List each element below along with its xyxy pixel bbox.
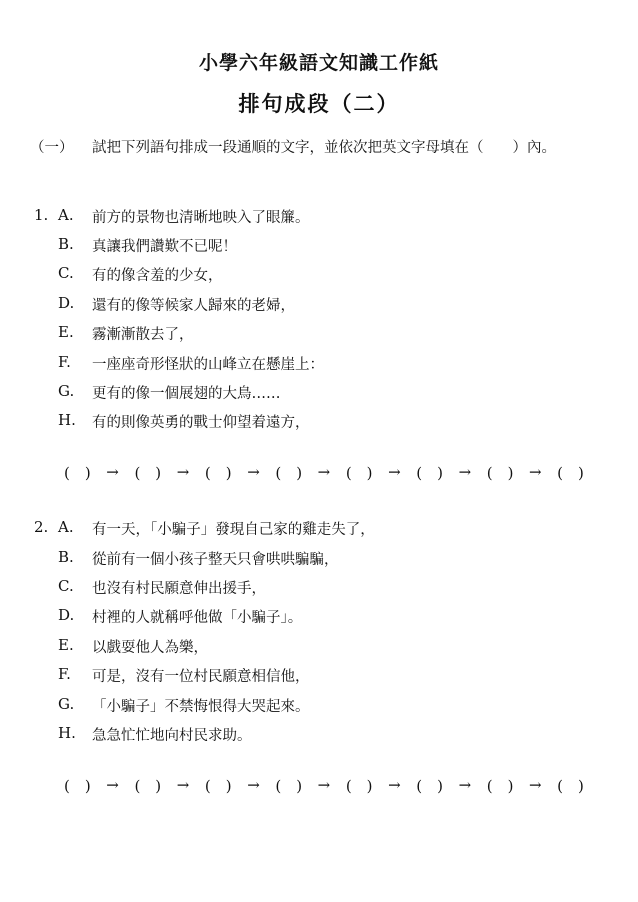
- arrow-icon: →: [388, 463, 401, 481]
- answer-blank[interactable]: ( ): [486, 463, 514, 482]
- q2-answer-row: [64, 773, 584, 797]
- answer-blank[interactable]: ( ): [345, 463, 373, 482]
- worksheet-title: 小學六年級語文知識工作紙: [198, 52, 439, 74]
- q1-item-letter: E.: [58, 323, 74, 341]
- q1-item-text: 霧漸漸散去了，: [92, 327, 194, 343]
- q1-item-text: 前方的景物也清晰地映入了眼簾。: [92, 210, 310, 226]
- answer-blank[interactable]: ( ): [64, 776, 91, 795]
- answer-blank[interactable]: ( ): [416, 463, 443, 482]
- q2-item-text: 村裡的人就稱呼他做「小騙子」。: [92, 610, 303, 626]
- q2-item-letter: G.: [58, 695, 75, 713]
- answer-blank[interactable]: ( ): [275, 776, 303, 795]
- q2-item-text: 以戲耍他人為樂，: [92, 640, 208, 656]
- q1-item-text: 有的像含羞的少女，: [92, 268, 223, 284]
- q1-item-letter: G.: [58, 382, 75, 400]
- arrow-icon: →: [247, 463, 260, 481]
- arrow-icon: →: [458, 463, 472, 481]
- answer-blank[interactable]: ( ): [134, 463, 162, 482]
- q1-item-letter: B.: [58, 235, 74, 253]
- question-2-number: 2.: [34, 518, 49, 536]
- arrow-icon: →: [106, 776, 119, 794]
- q2-item-text: 急急忙忙地向村民求助。: [92, 728, 252, 744]
- question-1-number: 1.: [34, 206, 49, 224]
- arrow-icon: →: [176, 776, 190, 794]
- q2-item-letter: H.: [58, 724, 76, 742]
- arrow-icon: →: [317, 463, 331, 481]
- answer-blank[interactable]: ( ): [345, 776, 373, 795]
- q1-item-letter: D.: [58, 294, 75, 312]
- q2-item-text: 可是，沒有一位村民願意相信他，: [92, 669, 310, 685]
- answer-blank[interactable]: ( ): [557, 463, 584, 482]
- answer-blank[interactable]: ( ): [486, 776, 514, 795]
- q1-item-letter: C.: [58, 264, 74, 282]
- arrow-icon: →: [106, 463, 119, 481]
- q2-item-letter: A.: [58, 518, 74, 536]
- worksheet-subtitle: 排句成段（二）: [238, 91, 400, 116]
- answer-blank[interactable]: ( ): [204, 463, 232, 482]
- arrow-icon: →: [317, 776, 331, 794]
- q2-item-text: 有一天，「小騙子」發現自己家的雞走失了，: [92, 522, 375, 538]
- instruction-number: （一）: [30, 140, 74, 156]
- q2-item-text: 也沒有村民願意伸出援手，: [92, 581, 266, 597]
- q1-item-letter: H.: [58, 411, 76, 429]
- q2-item-text: 從前有一個小孩子整天只會哄哄騙騙，: [92, 552, 339, 568]
- q2-item-text: 「小騙子」不禁悔恨得大哭起來。: [92, 699, 310, 715]
- q1-item-text: 更有的像一個展翅的大鳥……: [92, 386, 281, 402]
- arrow-icon: →: [176, 463, 190, 481]
- q2-item-letter: D.: [58, 606, 75, 624]
- arrow-icon: →: [529, 463, 542, 481]
- arrow-icon: →: [388, 776, 401, 794]
- q1-answer-row: [64, 460, 584, 484]
- q1-item-text: 真讓我們讚歎不已呢！: [92, 239, 237, 255]
- instruction-text: 試把下列語句排成一段通順的文字，並依次把英文字母填在（ ）內。: [92, 140, 556, 156]
- arrow-icon: →: [247, 776, 260, 794]
- answer-blank[interactable]: ( ): [204, 776, 232, 795]
- answer-blank[interactable]: ( ): [134, 776, 162, 795]
- answer-blank[interactable]: ( ): [557, 776, 584, 795]
- q1-item-text: 有的則像英勇的戰士仰望着遠方，: [92, 415, 310, 431]
- q2-item-letter: E.: [58, 636, 74, 654]
- answer-blank[interactable]: ( ): [275, 463, 303, 482]
- answer-blank[interactable]: ( ): [64, 463, 91, 482]
- q1-item-letter: F.: [58, 353, 71, 371]
- q1-item-text: 還有的像等候家人歸來的老婦，: [92, 298, 295, 314]
- q1-item-text: 一座座奇形怪狀的山峰立在懸崖上：: [92, 357, 324, 373]
- q2-item-letter: F.: [58, 665, 71, 683]
- q2-item-letter: C.: [58, 577, 74, 595]
- q2-item-letter: B.: [58, 548, 74, 566]
- answer-blank[interactable]: ( ): [416, 776, 443, 795]
- arrow-icon: →: [529, 776, 542, 794]
- arrow-icon: →: [458, 776, 472, 794]
- q1-item-letter: A.: [58, 206, 74, 224]
